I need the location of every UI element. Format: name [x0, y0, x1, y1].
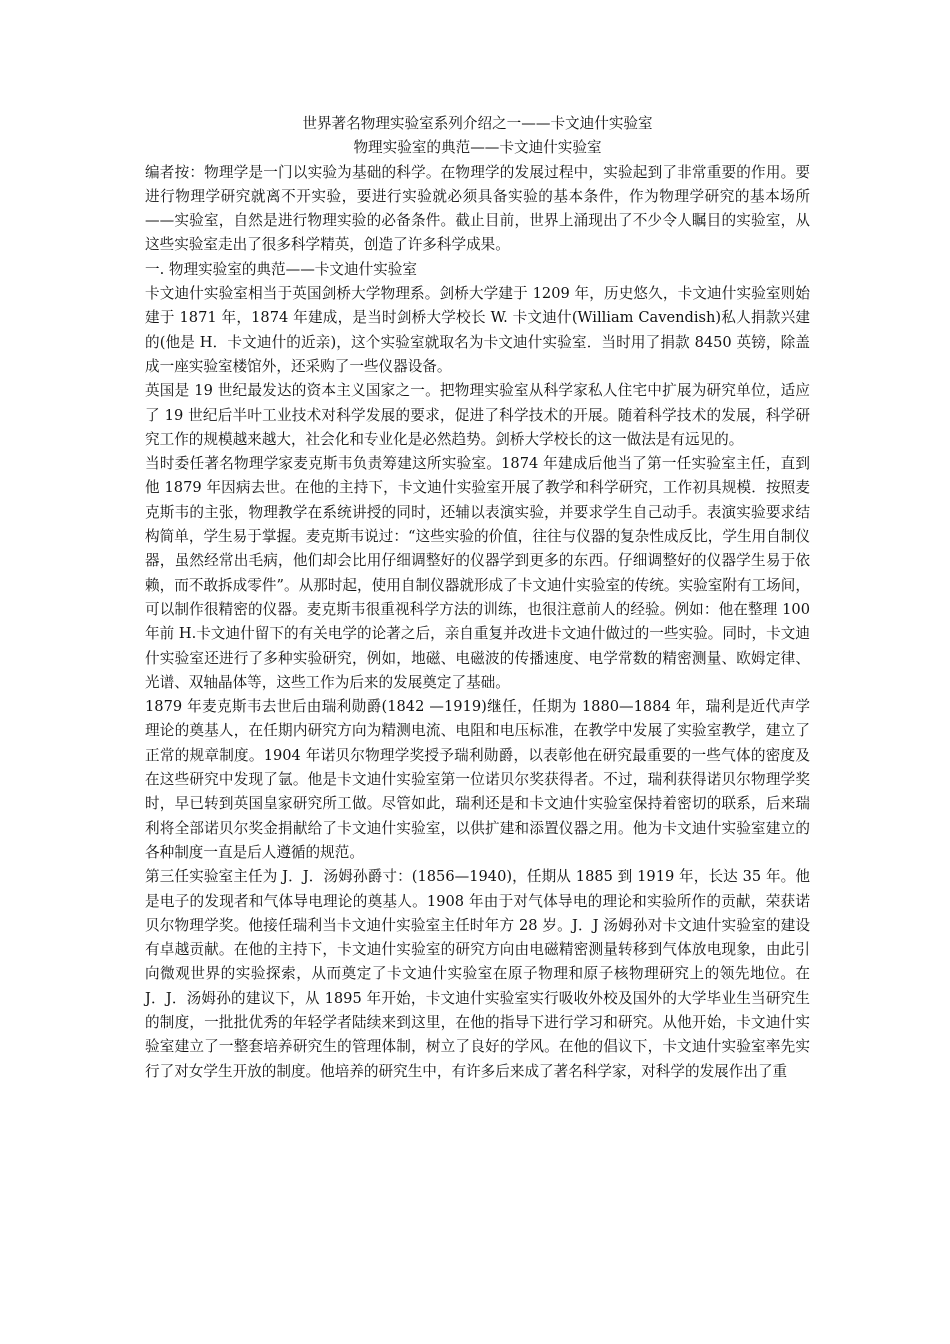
paragraph-background: 英国是 19 世纪最发达的资本主义国家之一。把物理实验室从科学家私人住宅中扩展为研究单位，适应了 19 世纪后半叶工业技术对科学发展的要求，促进了科学技术的开展。随着科学技术的发展，科学研究工作的规模越来越大，社会化和专业化是必然趋势。剑桥大学校长的这一做法是有远见的。: [145, 382, 810, 448]
paragraph-founding: 卡文迪什实验室相当于英国剑桥大学物理系。剑桥大学建于 1209 年，历史悠久，卡文迪什实验室则始建于 1871 年，1874 年建成，是当时剑桥大学校长 W. 卡文迪什(William Cavendish)私人捐款兴建的(他是 H．卡文迪什的近亲)，这个实验室就取名为卡文迪什实验室．当时用了捐款 8450 英镑，除盖成一座实验室楼馆外，还采购了一些仪器设备。: [145, 285, 810, 375]
paragraph-maxwell: 当时委任著名物理学家麦克斯韦负责筹建这所实验室。1874 年建成后他当了第一任实验室主任，直到他 1879 年因病去世。在他的主持下，卡文迪什实验室开展了教学和科学研究，工作初具规模．按照麦克斯韦的主张，物理教学在系统讲授的同时，还辅以表演实验，并要求学生自己动手。表演实验要求结构简单，学生易于掌握。麦克斯韦说过：“这些实验的价值，往往与仪器的复杂性成反比，学生用自制仪器，虽然经常出毛病，他们却会比用仔细调整好的仪器学到更多的东西。仔细调整好的仪器学生易于依赖，而不敢拆成零件”。从那时起，使用自制仪器就形成了卡文迪什实验室的传统。实验室附有工场间，可以制作很精密的仪器。麦克斯韦很重视科学方法的训练，也很注意前人的经验。例如：他在整理 100 年前 H.卡文迪什留下的有关电学的论著之后，亲自重复并改进卡文迪什做过的一些实验。同时，卡文迪什实验室还进行了多种实验研究，例如，地磁、电磁波的传播速度、电学常数的精密测量、欧姆定律、光谱、双轴晶体等，这些工作为后来的发展奠定了基础。: [145, 455, 810, 691]
paragraph-editor-note: 编者按：物理学是一门以实验为基础的科学。在物理学的发展过程中，实验起到了非常重要的作用。要进行物理学研究就离不开实验，要进行实验就必须具备实验的基本条件，作为物理学研究的基本场所——实验室，自然是进行物理实验的必备条件。截止目前，世界上涌现出了不少令人瞩目的实验室，从这些实验室走出了很多科学精英，创造了许多科学成果。: [145, 163, 810, 254]
paragraph-rayleigh: 1879 年麦克斯韦去世后由瑞利勋爵(1842 —1919)继任，任期为 1880—1884 年，瑞利是近代声学理论的奠基人，在任期内研究方向为精测电流、电阻和电压标准，在教学中发展了实验室教学，建立了正常的规章制度。1904 年诺贝尔物理学奖授予瑞利勋爵，以表彰他在研究最重要的一些气体的密度及在这些研究中发现了氩。他是卡文迪什实验室第一位诺贝尔奖获得者。不过，瑞利获得诺贝尔物理学奖时，早已转到英国皇家研究所工做。尽管如此，瑞利还是和卡文迪什实验室保持着密切的联系，后来瑞利将全部诺贝尔奖金捐献给了卡文迪什实验室，以供扩建和添置仪器之用。他为卡文迪什实验室建立的各种制度一直是后人遵循的规范。: [145, 698, 810, 861]
document-title: 世界著名物理实验室系列介绍之一——卡文迪什实验室: [302, 115, 653, 132]
section-heading: 一. 物理实验室的典范——卡文迪什实验室: [145, 260, 417, 278]
document-subtitle: 物理实验室的典范——卡文迪什实验室: [353, 139, 602, 157]
document-page: [145, 112, 810, 1084]
paragraph-thomson: 第三任实验室主任为 J．J．汤姆孙爵寸：(1856—1940)，任期从 1885 到 1919 年，长达 35 年。他是电子的发现者和气体导电理论的奠基人。1908 年由于对气体导电的理论和实验所作的贡献，荣获诺贝尔物理学奖。他接任瑞利当卡文迪什实验室主任时年方 28 岁。J．J 汤姆孙对卡文迪什实验室的建设有卓越贡献。在他的主持下，卡文迪什实验室的研究方向由电磁精密测量转移到气体放电现象，由此引向微观世界的实验探索，从而奠定了卡文迪什实验室在原子物理和原子核物理研究上的领先地位。在 J．J．汤姆孙的建议下，从 1895 年开始，卡文迪什实验室实行吸收外校及国外的大学毕业生当研究生的制度，一批批优秀的年轻学者陆续来到这里，在他的指导下进行学习和研究。从他开始，卡文迪什实验室建立了一整套培养研究生的管理体制，树立了良好的学风。在他的倡议下，卡文迪什实验室率先实行了对女学生开放的制度。他培养的研究生中，有许多后来成了著名科学家，对科学的发展作出了重: [145, 868, 810, 1080]
